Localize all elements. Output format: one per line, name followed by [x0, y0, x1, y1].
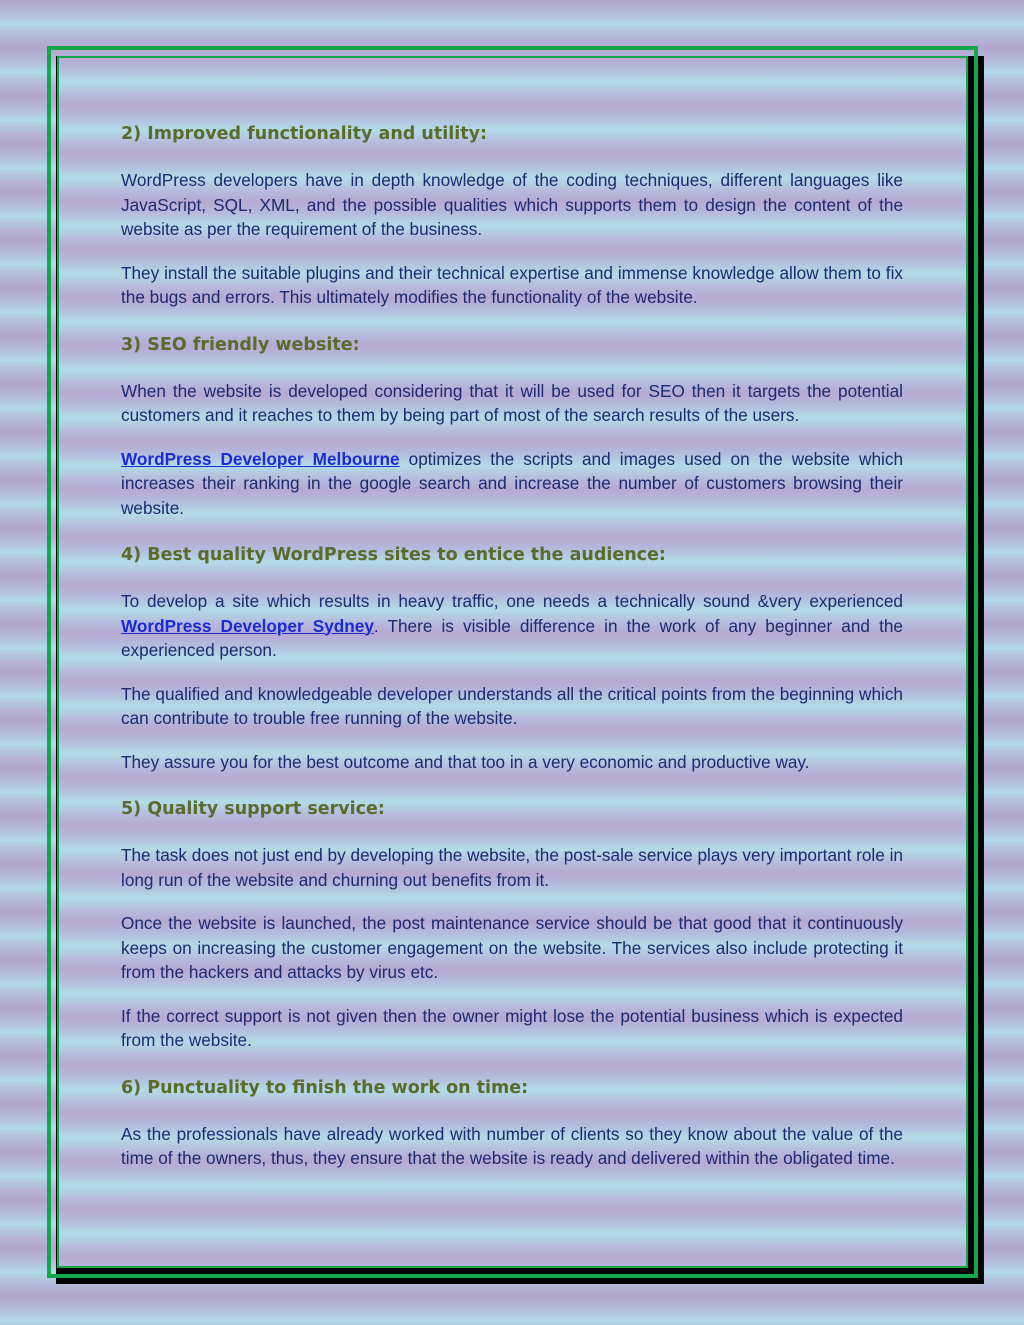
paragraph-with-link [121, 589, 903, 663]
heading-punctuality: 6) Punctuality to finish the work on time: [121, 1077, 529, 1098]
paragraph: The task does not just end by developing the website, the post-sale service plays very important role in long run of the website and churning out benefits from it. [121, 845, 903, 890]
paragraph: Once the website is launched, the post maintenance service should be that good that it continuously keeps on increasing the customer engagement on the website. The services also include protecting it from the hackers and attacks by virus etc. [121, 913, 903, 982]
heading-improved-functionality: 2) Improved functionality and utility: [121, 124, 487, 144]
heading-quality-support: 5) Quality support service: [121, 799, 385, 819]
paragraph: The qualified and knowledgeable developer understands all the critical points from the beginning which can contribute to trouble free running of the website. [121, 683, 903, 728]
paragraph: As the professionals have already worked with number of clients so they know about the value of the time of the owners, thus, they ensure that the website is ready and delivered within the obligated time. [121, 1123, 903, 1168]
paragraph-text: . There is visible difference in the work of any beginner and the experienced person. [121, 615, 903, 660]
paragraph: WordPress developers have in depth knowledge of the coding techniques, different languages like JavaScript, SQL, XML, and the possible qualities which supports them to design the content of the website as per the requirement of the business. [121, 170, 903, 239]
link-wordpress-developer-melbourne[interactable]: WordPress Developer Melbourne [121, 448, 400, 469]
paragraph-with-link [121, 447, 903, 521]
paragraph: They install the suitable plugins and their technical expertise and immense knowledge allow them to fix the bugs and errors. This ultimately modifies the functionality of the website. [121, 262, 903, 307]
paragraph-text: To develop a site which results in heavy traffic, one needs a technically sound &very experienced [121, 591, 903, 611]
heading-seo-friendly: 3) SEO friendly website: [121, 334, 360, 355]
paragraph-text: optimizes the scripts and images used on the website which increases their ranking in the google search and increase the number of customers browsing their website. [121, 448, 903, 518]
heading-best-quality: 4) Best quality WordPress sites to entice the audience: [121, 545, 666, 565]
paragraph: They assure you for the best outcome and that too in a very economic and productive way. [121, 751, 810, 772]
paragraph: When the website is developed considering that it will be used for SEO then it targets the potential customers and it reaches to them by being part of most of the search results of the users. [121, 380, 903, 425]
link-wordpress-developer-sydney[interactable]: WordPress Developer Sydney [121, 615, 374, 636]
paragraph: If the correct support is not given then the owner might lose the potential business which is expected from the website. [121, 1005, 903, 1050]
document-body [121, 118, 903, 1190]
